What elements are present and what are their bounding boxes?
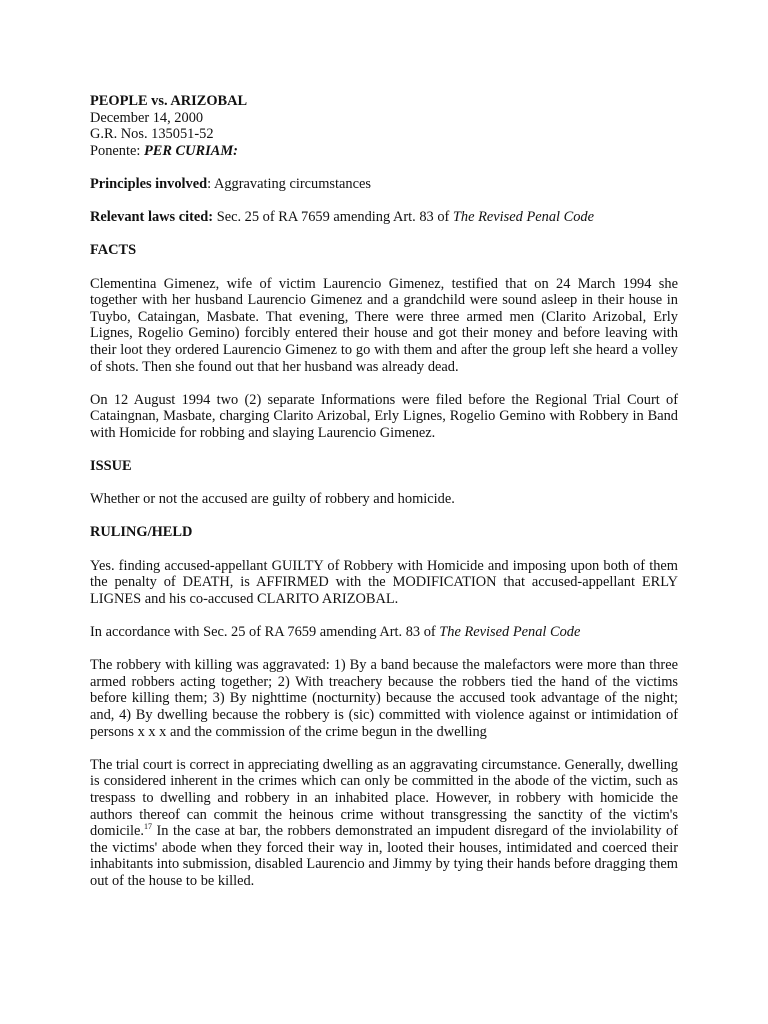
- ruling-heading: RULING/HELD: [90, 524, 193, 541]
- footnote-reference: 17: [143, 822, 152, 832]
- case-ponente: Ponente: PER CURIAM:: [90, 142, 238, 159]
- case-title: PEOPLE vs. ARIZOBAL: [90, 93, 248, 109]
- ruling-paragraph-3: The robbery with killing was aggravated: 1) By a band because the malefactors were more than three armed robbers acting together; 2) With treachery because the robbers tied the hand of the victims before killing them; 3) By nighttime (nocturnity) because the accused took advantage of the night; and, 4) By dwelling because the robbery is (sic) committed with violence against or intimidation of persons x x x and the commission of the crime begun in the dwelling: [90, 657, 678, 740]
- ruling-paragraph-2: In accordance with Sec. 25 of RA 7659 amending Art. 83 of The Revised Penal Code: [90, 624, 581, 640]
- case-date: December 14, 2000: [90, 109, 204, 126]
- issue-text: Whether or not the accused are guilty of robbery and homicide.: [90, 491, 455, 508]
- ruling-paragraph-4: The trial court is correct in appreciating dwelling as an aggravating circumstance. Generally, dwelling is considered inherent in the crimes which can only be committed in the abode of the victim, such as trespass to dwelling and robbery in an inhabited place. However, in robbery with homicide the authors thereof can commit the heinous crime without transgressing the sanctity of the victim's domicile.$^{17}$ In the case at bar, the robbers demonstrated an impudent disregard of the inviolability of the victims' abode when they forced their way in, looted their houses, intimidated and coerced their inhabitants into submission, disabled Laurencio and Jimmy by tying their hands before dragging them out of the house to be killed.: [90, 756, 678, 889]
- facts-paragraph-2: On 12 August 1994 two (2) separate Informations were filed before the Regional Trial Court of Cataingnan, Masbate, charging Clarito Arizobal, Erly Lignes, Rogelio Gemino with Robbery in Band with Homicide for robbing and slaying Laurencio Gimenez.: [90, 391, 678, 441]
- facts-heading: FACTS: [90, 242, 137, 259]
- case-gr-number: G.R. Nos. 135051-52: [90, 126, 214, 143]
- case-header: [90, 93, 678, 159]
- document-page: [90, 93, 678, 906]
- facts-paragraph-1: Clementina Gimenez, wife of victim Laurencio Gimenez, testified that on 24 March 1994 she together with her husband Laurencio Gimenez and a grandchild were sound asleep in their house in Tuybo, Cataingan, Masbate. That evening, There were three armed men (Clarito Arizobal, Erly Lignes, Rogelio Gemino) forcibly entered their house and got their money and before leaving with their loot they ordered Laurencio Gimenez to go with them and after the group left she heard a volley of shots. Then she found out that her husband was already dead.: [90, 275, 678, 375]
- relevant-laws: Relevant laws cited: Sec. 25 of RA 7659 amending Art. 83 of The Revised Penal Code: [90, 209, 594, 226]
- principles-involved: Principles involved: Aggravating circumstances: [90, 175, 371, 192]
- issue-heading: ISSUE: [90, 458, 132, 475]
- ruling-paragraph-1: Yes. finding accused-appellant GUILTY of Robbery with Homicide and imposing upon both of them the penalty of DEATH, is AFFIRMED with the MODIFICATION that accused-appellant ERLY LIGNES and his co-accused CLARITO ARIZOBAL.: [90, 557, 678, 607]
